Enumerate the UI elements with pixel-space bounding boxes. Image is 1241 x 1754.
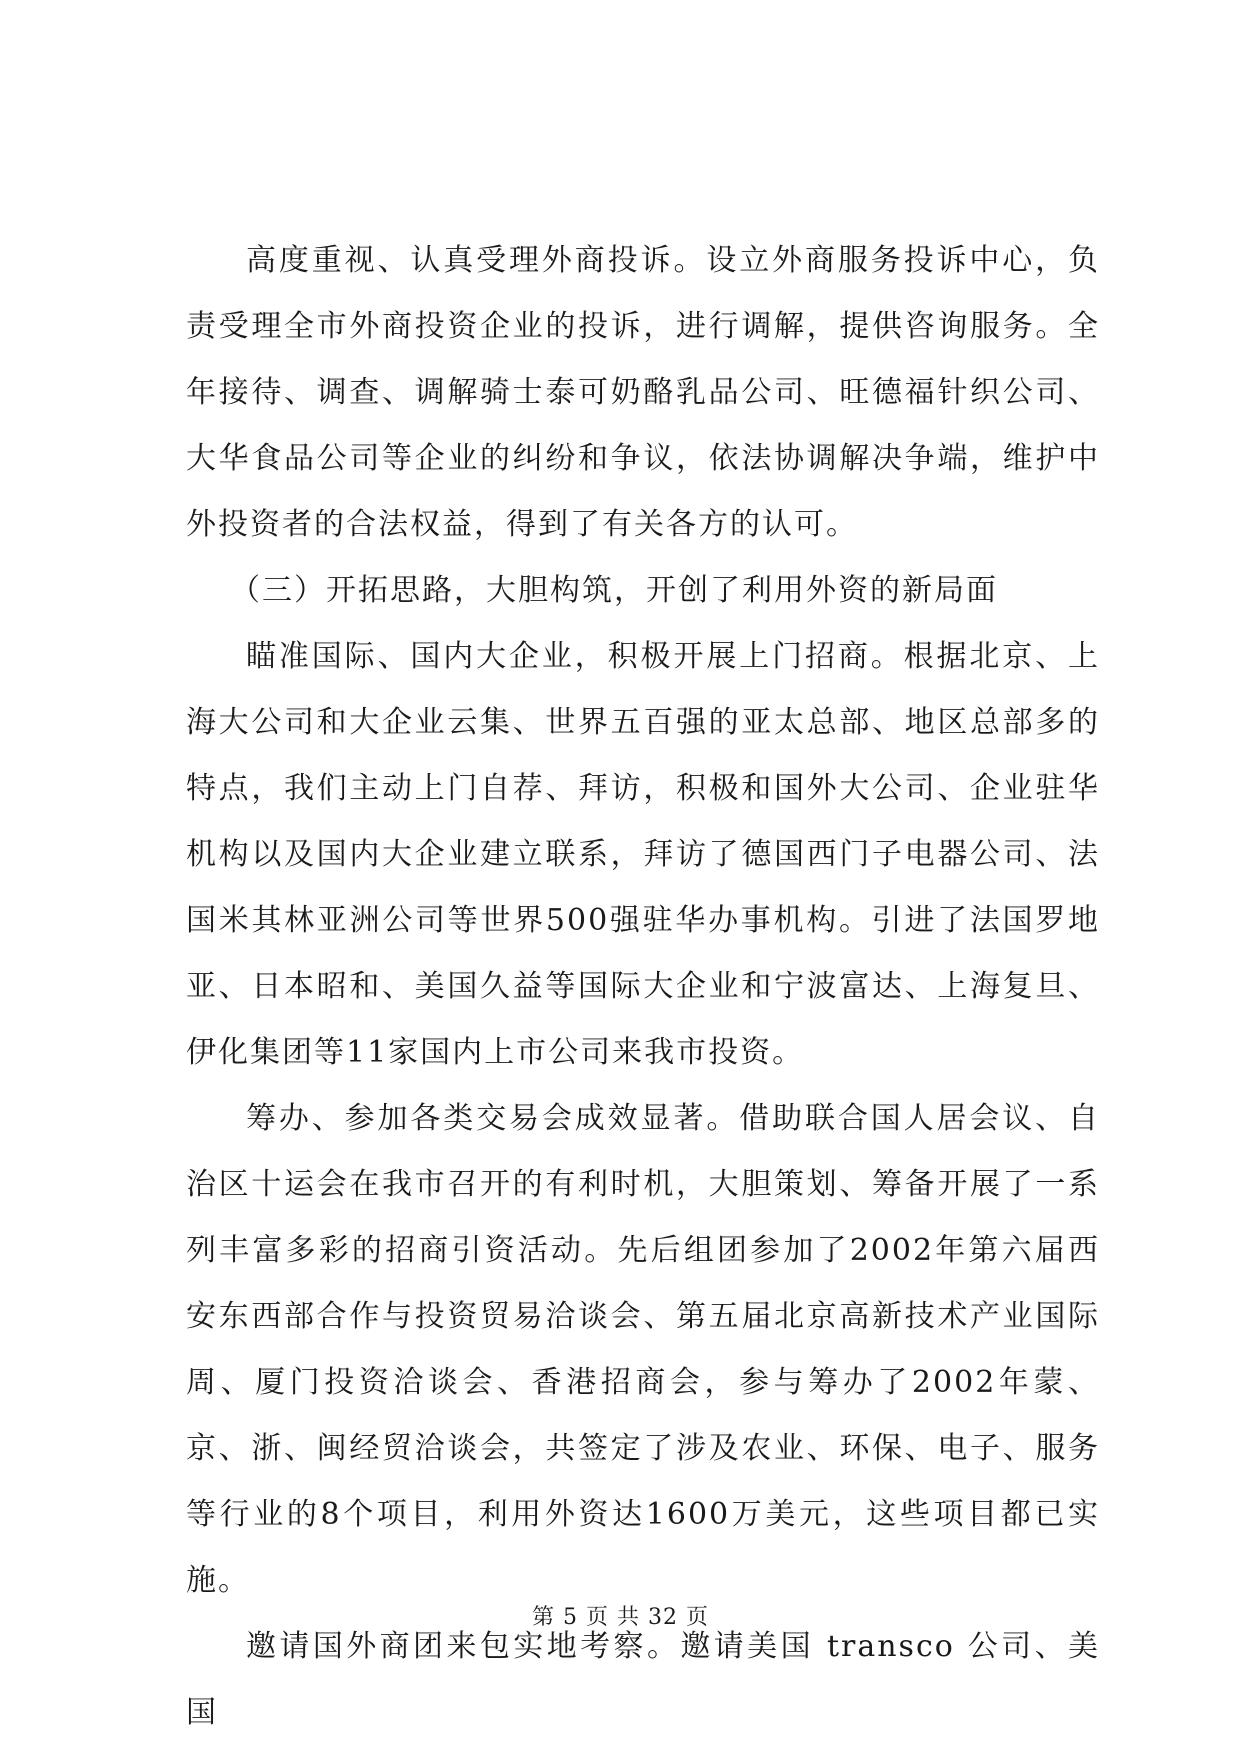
section-heading: （三）开拓思路，大胆构筑，开创了利用外资的新局面: [230, 573, 998, 608]
document-body: [186, 228, 1100, 1746]
paragraph-foreign-delegations: 邀请国外商团来包实地考察。邀请美国 transco 公司、美国: [186, 1629, 1100, 1730]
page-footer: [0, 1604, 1241, 1632]
page-indicator: 第 5 页 共 32 页: [532, 1605, 709, 1630]
paragraph-complaints: 高度重视、认真受理外商投诉。设立外商服务投诉中心，负责受理全市外商投资企业的投诉，进行调解，提供咨询服务。全年接待、调查、调解骑士泰可奶酪乳品公司、旺德福针织公司、大华食品公司等企业的纠纷和争议，依法协调解决争端，维护中外投资者的合法权益，得到了有关各方的认可。: [186, 243, 1100, 542]
paragraph-trade-fairs: 筹办、参加各类交易会成效显著。借助联合国人居会议、自治区十运会在我市召开的有利时机，大胆策划、筹备开展了一系列丰富多彩的招商引资活动。先后组团参加了2002年第六届西安东西部合作与投资贸易洽谈会、第五届北京高新技术产业国际周、厦门投资洽谈会、香港招商会，参与筹办了2002年蒙、京、浙、闽经贸洽谈会，共签定了涉及农业、环保、电子、服务等行业的8个项目，利用外资达1600万美元，这些项目都已实施。: [186, 1101, 1100, 1598]
paragraph-door-to-door-investment: 瞄准国际、国内大企业，积极开展上门招商。根据北京、上海大公司和大企业云集、世界五百强的亚太总部、地区总部多的特点，我们主动上门自荐、拜访，积极和国外大公司、企业驻华机构以及国内大企业建立联系，拜访了德国西门子电器公司、法国米其林亚洲公司等世界500强驻华办事机构。引进了法国罗地亚、日本昭和、美国久益等国际大企业和宁波富达、上海复旦、伊化集团等11家国内上市公司来我市投资。: [186, 639, 1100, 1070]
